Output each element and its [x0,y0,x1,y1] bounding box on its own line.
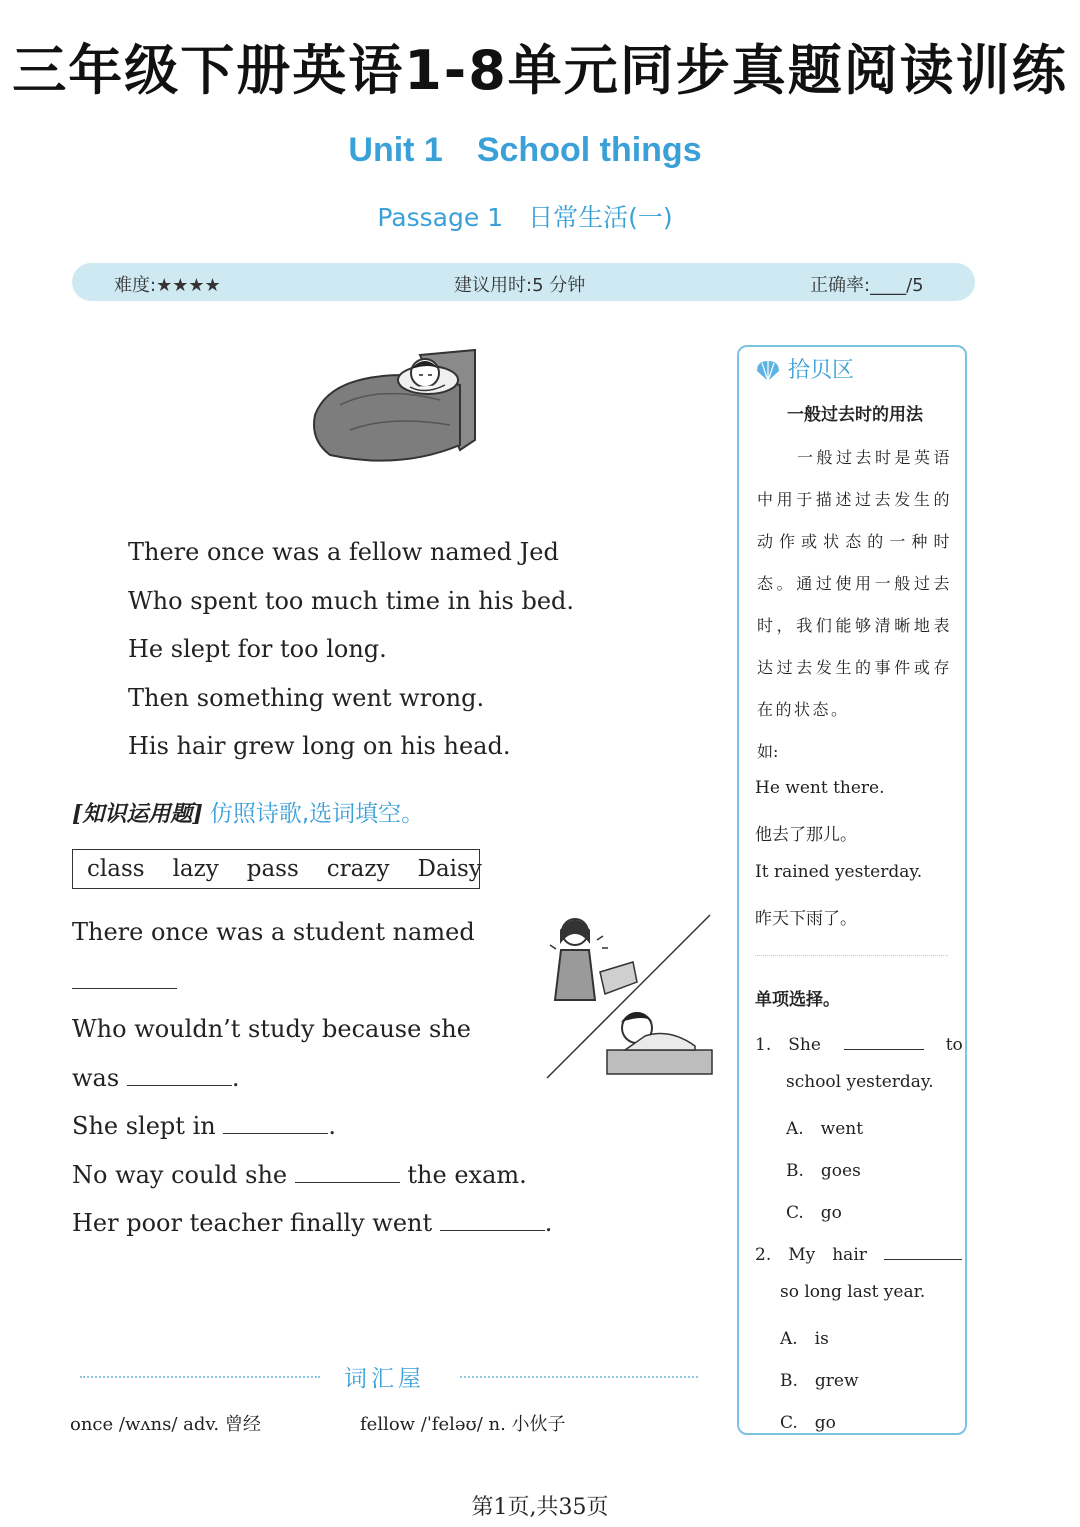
exercise-heading [72,795,424,828]
fill-line [72,957,542,1006]
option-c[interactable]: C. go [780,1413,836,1433]
page-title: 三年级下册英语1-8单元同步真题阅读训练 [12,39,1068,102]
quiz-heading: 单项选择。 [755,990,840,1010]
fill-line: She slept in . [72,1102,542,1151]
fill-in-poem [72,908,553,1248]
time-label: 建议用时:5 分钟 [454,275,586,296]
example-cn: 他去了那儿。 [755,825,857,845]
fill-line: Who wouldn’t study because she [72,1015,471,1043]
vocab-item-once: once /wʌns/ adv. 曾经 [70,1414,261,1435]
word-bank [72,849,480,889]
page-number: 第1页,共35页 [471,1495,609,1520]
unit-title: Unit 1 School things [348,131,702,169]
answer-blank-3[interactable] [223,1109,328,1134]
fill-line: There once was a student named [72,918,475,946]
word-option: crazy [326,856,390,882]
difficulty-label: 难度:★★★★ [114,275,221,296]
example-cn: 昨天下雨了。 [755,909,857,929]
question-2: 2. My hair [755,1240,962,1265]
answer-blank-5[interactable] [440,1206,545,1231]
teacher-student-illustration [545,910,715,1080]
vocab-label: 词汇屋 [344,1366,425,1392]
accuracy-label: 正确率:____/5 [810,275,924,296]
passage-title: Passage 1 日常生活(一) [377,203,673,232]
question-1: 1. She to [755,1030,963,1055]
vocab-item-fellow: fellow /ˈfeləʊ/ n. 小伙子 [360,1414,566,1435]
question-2-cont: so long last year. [780,1282,926,1302]
tips-body: 一般过去时是英语中用于描述过去发生的动作或状态的一种时态。通过使用一般过去时，我们能够清晰地表达过去发生的事件或存在的状态。 如: [757,448,952,761]
divider [460,1376,698,1378]
fill-line: Her poor teacher finally went . [72,1199,542,1248]
vocab-header [72,1360,702,1396]
fill-line: was . [72,1054,542,1103]
exercise-tag: [知识运用题] [72,801,203,827]
answer-blank-4[interactable] [295,1158,400,1183]
info-bar [72,263,975,301]
option-b[interactable]: B. grew [780,1371,859,1391]
shell-icon [755,360,781,382]
fill-line: No way could she the exam. [72,1151,542,1200]
answer-blank-2[interactable] [127,1061,232,1086]
poem-line: There once was a fellow named Jed [128,538,559,566]
option-a[interactable]: A. went [786,1119,864,1139]
answer-blank-q2[interactable] [884,1242,962,1260]
divider [80,1376,320,1378]
poem-line: He slept for too long. [128,635,387,663]
word-option: Daisy [417,856,482,882]
poem-line: Then something went wrong. [128,683,485,712]
poem [128,528,574,771]
divider [755,955,948,956]
sleeping-boy-illustration [310,345,480,470]
option-c[interactable]: C. go [786,1203,842,1223]
example-en: He went there. [755,778,885,798]
word-option: lazy [172,856,219,882]
tips-subtitle: 一般过去时的用法 [787,405,923,425]
word-option: class [87,856,145,882]
poem-line: Who spent too much time in his bed. [128,586,575,615]
answer-blank-q1[interactable] [844,1032,924,1050]
exercise-instruction: 仿照诗歌,选词填空。 [209,801,425,827]
word-option: pass [246,856,299,882]
example-en: It rained yesterday. [755,862,923,882]
option-b[interactable]: B. goes [786,1161,861,1181]
poem-line: His hair grew long on his head. [128,732,511,760]
tips-title: 拾贝区 [755,353,854,384]
option-a[interactable]: A. is [780,1329,829,1349]
answer-blank-1[interactable] [72,964,177,989]
question-1-cont: school yesterday. [786,1072,934,1092]
